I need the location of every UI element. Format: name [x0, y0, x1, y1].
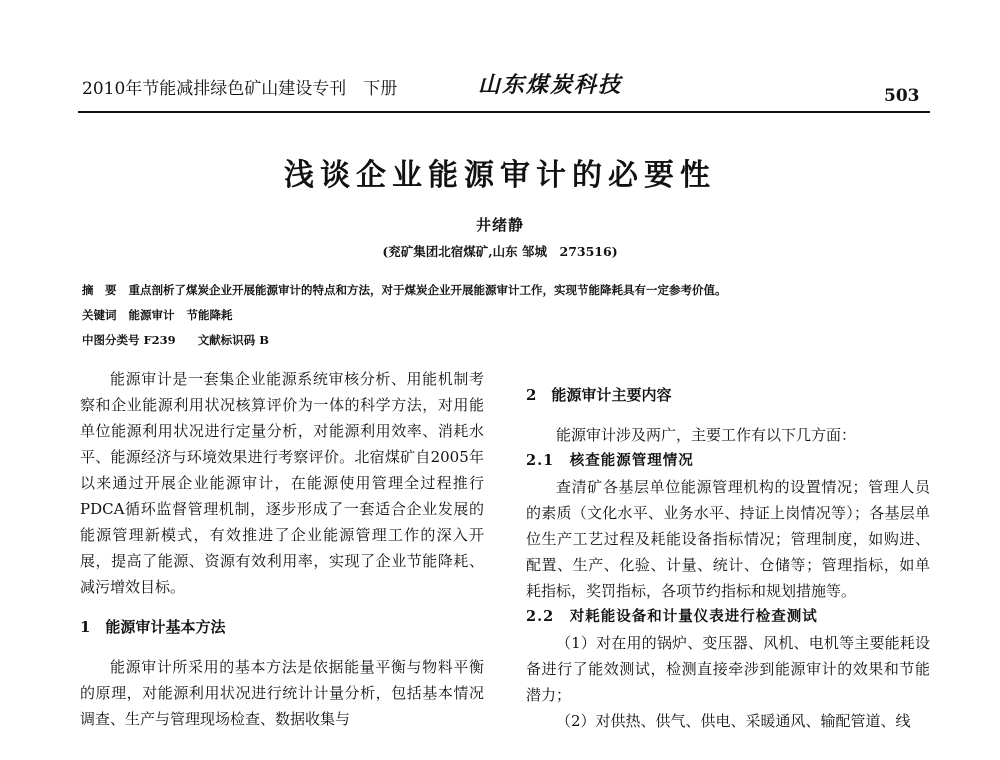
abstract — [82, 282, 727, 298]
clc-code: F239 — [143, 333, 176, 347]
clc-label: 中图分类号 — [82, 333, 140, 347]
section-1-paragraph: 能源审计所采用的基本方法是依据能量平衡与物料平衡的原理，对能源利用状况进行统计计量分析，包括基本情况调查、生产与管理现场检查、数据收集与 — [80, 658, 484, 728]
left-column — [80, 366, 484, 732]
intro-paragraph: 能源审计是一套集企业能源系统审核分析、用能机制考察和企业能源利用状况核算评价为一体的科学方法，对用能单位能源利用状况进行定量分析，对能源利用效率、消耗水平、能源经济与环境效果进行考察评价。北宿煤矿自2005年以来通过开展企业能源审计，在能源使用管理全过程推行PDCA循环监督管理机制，逐步形成了一套适合企业发展的能源管理新模式，有效推进了企业能源管理工作的深入开展，提高了能源、资源有效利用率，实现了企业节能降耗、减污增效目标。 — [80, 370, 484, 596]
abstract-text: 重点剖析了煤炭企业开展能源审计的特点和方法，对于煤炭企业开展能源审计工作，实现节能降耗具有一定参考价值。 — [128, 283, 727, 297]
subsection-2-2-item-1: （1）对在用的锅炉、变压器、风机、电机等主要能耗设备进行了能效测试，检测直接牵涉到能源审计的效果和节能潜力； — [526, 634, 930, 704]
doc-code: B — [259, 333, 269, 347]
subsection-2-1-heading: 2.1 核查能源管理情况 — [526, 452, 694, 469]
keywords-label: 关键词 — [82, 308, 117, 322]
subsection-2-2-item-2: （2）对供热、供气、供电、采暖通风、输配管道、线 — [556, 712, 911, 730]
section-2-intro: 能源审计涉及两广，主要工作有以下几方面： — [556, 426, 857, 444]
section-2-heading: 2 能源审计主要内容 — [526, 386, 672, 404]
subsection-2-1-paragraph: 查清矿各基层单位能源管理机构的设置情况；管理人员的素质（文化水平、业务水平、持证上岗情况等）；各基层单位生产工艺过程及耗能设备指标情况；管理制度，如购进、配置、生产、化验、计量、统计、仓储等；管理指标，如单耗指标，奖罚指标，各项节约指标和规划措施等。 — [526, 478, 930, 600]
subsection-2-2-heading: 2.2 对耗能设备和计量仪表进行检查测试 — [526, 608, 818, 625]
journal-logo: 山东煤炭科技 — [478, 72, 623, 98]
section-1-heading: 1 能源审计基本方法 — [80, 618, 226, 636]
journal-title: 2010年节能减排绿色矿山建设专刊 下册 — [82, 79, 398, 99]
abstract-label: 摘 要 — [82, 283, 117, 297]
right-column — [526, 366, 930, 734]
header-divider — [78, 111, 930, 113]
classification — [82, 332, 269, 348]
keywords — [82, 307, 233, 323]
article-title: 浅谈企业能源审计的必要性 — [284, 158, 716, 193]
page-number: 503 — [884, 86, 920, 106]
doc-code-label: 文献标识码 — [197, 333, 256, 347]
keyword-item: 节能降耗 — [186, 308, 233, 322]
keyword-item: 能源审计 — [128, 308, 175, 322]
article-author: 井绪静 — [475, 216, 524, 234]
author-affiliation: (兖矿集团北宿煤矿,山东 邹城 273516) — [382, 244, 618, 259]
